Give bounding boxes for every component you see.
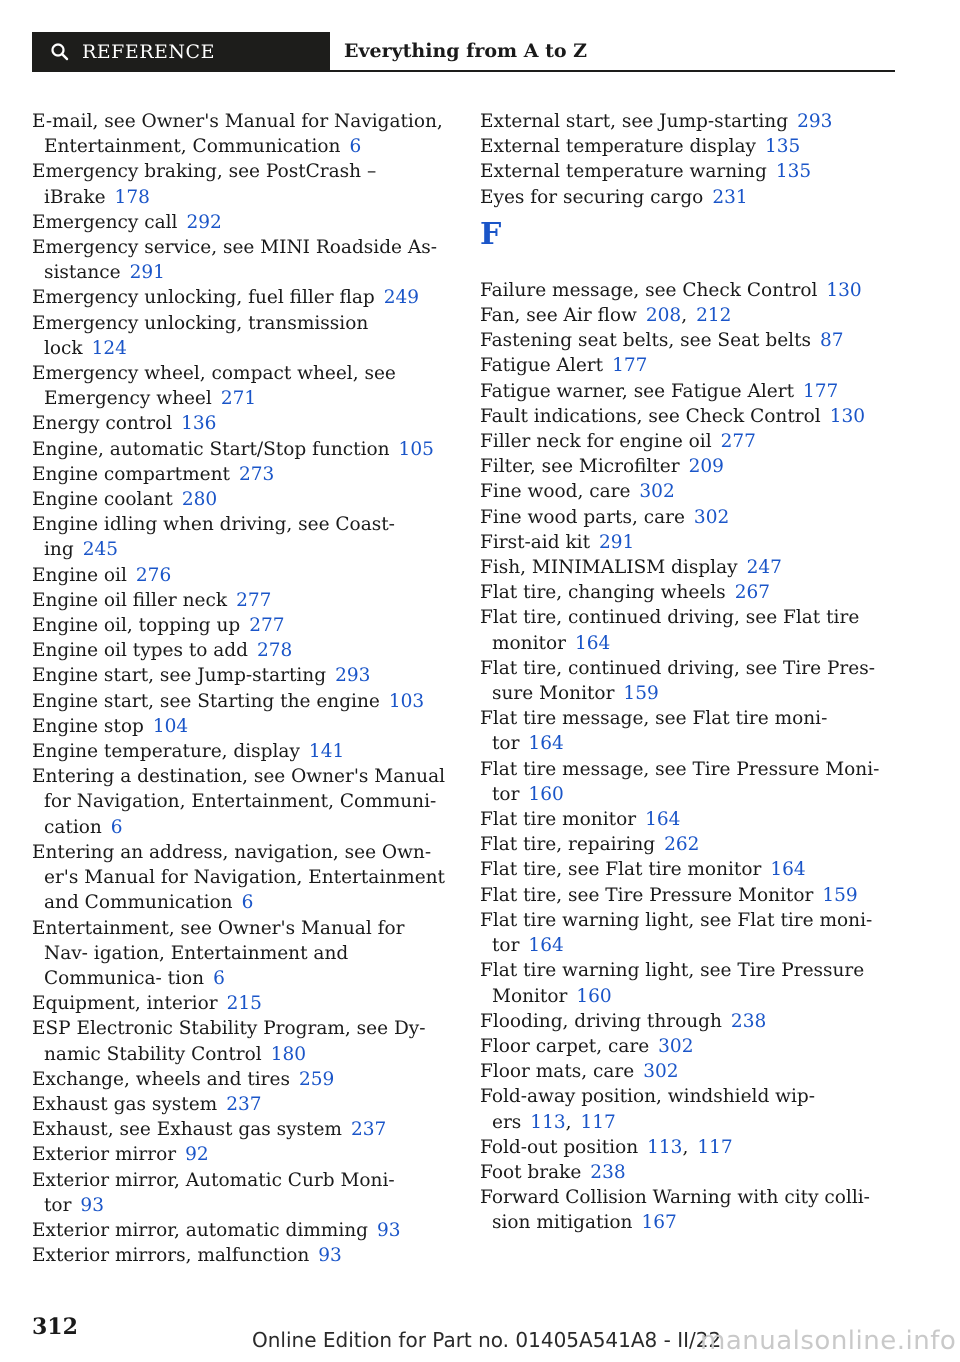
- page-link[interactable]: 167: [641, 1212, 677, 1234]
- index-entry-term: ESP Electronic Stability Program, see Dy- namic Stability Control: [32, 1018, 426, 1065]
- index-entry: [32, 689, 450, 714]
- index-entry: [32, 235, 450, 285]
- index-entry: [480, 404, 900, 429]
- index-entry: [32, 739, 450, 764]
- page-link[interactable]: 105: [398, 438, 434, 460]
- index-entry-term: Fastening seat belts, see Seat belts: [480, 330, 812, 352]
- index-entry: [480, 109, 900, 134]
- section-label: REFERENCE: [82, 41, 215, 63]
- index-entry: [32, 663, 450, 688]
- page-link[interactable]: 293: [335, 665, 371, 687]
- page-separator: ,: [565, 1111, 572, 1133]
- page-link[interactable]: 277: [249, 615, 285, 637]
- page-link[interactable]: 245: [82, 539, 118, 561]
- page-link[interactable]: 124: [91, 337, 127, 359]
- index-entry: [480, 1135, 900, 1160]
- index-entry-term: Emergency service, see MINI Roadside As- sistance: [32, 237, 437, 284]
- page-link[interactable]: 87: [820, 330, 844, 352]
- index-entry-term: Fault indications, see Check Control: [480, 405, 821, 427]
- page-link[interactable]: 231: [712, 186, 748, 208]
- index-entry: [480, 159, 900, 184]
- index-entry-term: Fold-out position: [480, 1136, 639, 1158]
- index-entry-term: E-mail, see Owner's Manual for Navigation, Entertainment, Communication: [32, 111, 443, 158]
- index-entry: [480, 530, 900, 555]
- index-entry-term: Engine oil filler neck: [32, 589, 228, 611]
- page-link[interactable]: 6: [213, 967, 225, 989]
- index-entry-term: Fan, see Air flow: [480, 305, 637, 327]
- index-entry: [32, 1067, 450, 1092]
- page-link[interactable]: 92: [185, 1144, 209, 1166]
- index-entry: [32, 1092, 450, 1117]
- index-entry: [480, 454, 900, 479]
- index-entry: [32, 1142, 450, 1167]
- page-link[interactable]: 280: [181, 489, 218, 511]
- index-entry: [480, 857, 900, 882]
- index-entry: [480, 555, 900, 580]
- index-entry-term: Fish, MINIMALISM display: [480, 557, 738, 579]
- index-entry-term: Engine, automatic Start/Stop function: [32, 438, 390, 460]
- index-entry: [32, 840, 450, 916]
- index-entry-term: Emergency unlocking, fuel filler flap: [32, 287, 375, 309]
- index-entry-term: Flat tire message, see Tire Pressure Moni- tor: [480, 758, 880, 805]
- index-entry: [32, 1218, 450, 1243]
- page-link[interactable]: 302: [639, 481, 675, 503]
- reference-tab: [32, 32, 330, 72]
- watermark: manualsonline.info: [700, 1326, 957, 1356]
- index-entry-term: Fine wood parts, care: [480, 506, 685, 528]
- section-letter: F: [480, 216, 502, 252]
- page-link[interactable]: 302: [643, 1061, 679, 1083]
- page-number: 312: [32, 1314, 78, 1340]
- index-entry: [480, 757, 900, 807]
- index-entry-term: Engine oil, topping up: [32, 615, 241, 637]
- page-link[interactable]: 117: [697, 1136, 733, 1158]
- index-entry: [480, 1084, 900, 1134]
- index-entry-term: Emergency wheel, compact wheel, see Emergency wheel: [32, 363, 396, 410]
- index-entry-term: Flat tire, repairing: [480, 834, 656, 856]
- index-entry: [480, 134, 900, 159]
- index-entry-term: Energy control: [32, 413, 173, 435]
- index-entry-term: Flat tire, changing wheels: [480, 582, 726, 604]
- index-entry-term: Exterior mirror, Automatic Curb Moni- tor: [32, 1169, 395, 1216]
- page-header: [32, 32, 895, 72]
- index-entry: [480, 1034, 900, 1059]
- index-entry-term: Flat tire warning light, see Tire Pressure Monitor: [480, 960, 865, 1007]
- index-entry-term: Floor mats, care: [480, 1061, 635, 1083]
- index-entry-term: Engine oil: [32, 564, 127, 586]
- index-entry: [32, 638, 450, 663]
- page-link[interactable]: 208: [645, 305, 682, 327]
- index-entry: [32, 714, 450, 739]
- index-entry: [32, 462, 450, 487]
- page-link[interactable]: 292: [186, 211, 222, 233]
- page-link[interactable]: 136: [181, 413, 217, 435]
- index-column-right: [480, 109, 900, 1236]
- index-entry-term: Engine temperature, display: [32, 741, 300, 763]
- index-entry: [32, 613, 450, 638]
- page-link[interactable]: 277: [236, 589, 272, 611]
- page-link[interactable]: 93: [318, 1245, 342, 1267]
- index-entry: [480, 807, 900, 832]
- index-entry: [480, 505, 900, 530]
- page-link[interactable]: 267: [734, 582, 770, 604]
- page-link[interactable]: 159: [822, 884, 858, 906]
- index-entry: [480, 958, 900, 1008]
- index-entry: [32, 1168, 450, 1218]
- index-entry: [480, 1059, 900, 1084]
- index-entry-term: Entertainment, see Owner's Manual for Nav- igation, Entertainment and Communica- tion: [32, 917, 405, 989]
- index-entry-term: Exterior mirror: [32, 1144, 177, 1166]
- index-entry-term: Engine stop: [32, 715, 144, 737]
- index-entry: [480, 1009, 900, 1034]
- index-entry: [480, 328, 900, 353]
- index-entry-term: Foot brake: [480, 1161, 582, 1183]
- index-entry: [32, 764, 450, 840]
- index-entry: [480, 580, 900, 605]
- index-entry: [32, 512, 450, 562]
- index-entry-term: Entering an address, navigation, see Own- er's Manual for Navigation, Entertainment and Communication: [32, 841, 445, 914]
- page-link[interactable]: 262: [664, 834, 700, 856]
- index-entry: [32, 361, 450, 411]
- index-entry-term: Flat tire, continued driving, see Flat tire monitor: [480, 607, 860, 654]
- page-link[interactable]: 278: [257, 640, 293, 662]
- page-link[interactable]: 93: [377, 1219, 401, 1241]
- index-entry-term: Fatigue Alert: [480, 355, 604, 377]
- page-link[interactable]: 135: [775, 161, 812, 183]
- page-link[interactable]: 117: [580, 1111, 616, 1133]
- index-entry-term: First-aid kit: [480, 531, 591, 553]
- page-separator: ,: [682, 1136, 689, 1158]
- page-separator: ,: [681, 305, 688, 327]
- index-entry-term: Filler neck for engine oil: [480, 431, 712, 453]
- index-entry: [480, 605, 900, 655]
- index-entry-term: Flat tire message, see Flat tire moni- tor: [480, 708, 828, 755]
- page-link[interactable]: 103: [388, 690, 425, 712]
- index-entry-term: Engine start, see Jump-starting: [32, 665, 327, 687]
- header-rule: [330, 70, 895, 72]
- page-title: Everything from A to Z: [344, 40, 588, 62]
- index-entry: [480, 832, 900, 857]
- index-entry-term: Emergency unlocking, transmission lock: [32, 312, 369, 359]
- index-entry-term: Flat tire monitor: [480, 809, 637, 831]
- index-entry-term: Flat tire, see Flat tire monitor: [480, 859, 762, 881]
- index-entry: [32, 1016, 450, 1066]
- page-link[interactable]: 130: [826, 279, 862, 301]
- index-entry: [32, 109, 450, 159]
- page-link[interactable]: 164: [770, 859, 806, 881]
- page-link[interactable]: 249: [383, 287, 420, 309]
- page-link[interactable]: 291: [599, 531, 635, 553]
- index-entry-term: Equipment, interior: [32, 993, 218, 1015]
- footer-edition: Online Edition for Part no. 01405A541A8 - II/22: [252, 1328, 722, 1352]
- page-link[interactable]: 180: [270, 1043, 306, 1065]
- page-link[interactable]: 277: [720, 431, 756, 453]
- index-entry-term: Exterior mirror, automatic dimming: [32, 1219, 368, 1241]
- page-link[interactable]: 160: [576, 985, 612, 1007]
- index-entry-term: Fine wood, care: [480, 481, 631, 503]
- index-entry: [480, 706, 900, 756]
- page-link[interactable]: 130: [829, 405, 865, 427]
- index-entry-term: Entering a destination, see Owner's Manual for Navigation, Entertainment, Communi- cation: [32, 766, 446, 838]
- index-entry: [32, 991, 450, 1016]
- page-link[interactable]: 113: [530, 1111, 566, 1133]
- index-entry-term: External start, see Jump-starting: [480, 111, 789, 132]
- index-entry: [32, 588, 450, 613]
- page-link[interactable]: 104: [152, 715, 189, 737]
- index-entry: [32, 1117, 450, 1142]
- page-link[interactable]: 238: [730, 1010, 767, 1032]
- index-entry-term: Engine start, see Starting the engine: [32, 690, 380, 712]
- index-entry: [480, 278, 900, 303]
- index-entry-term: Exhaust, see Exhaust gas system: [32, 1119, 342, 1141]
- index-entry: [32, 437, 450, 462]
- index-entry: [480, 379, 900, 404]
- index-entry: [480, 429, 900, 454]
- index-entry: [480, 908, 900, 958]
- page-link[interactable]: 247: [746, 557, 782, 579]
- page-link[interactable]: 237: [226, 1093, 262, 1115]
- page-link[interactable]: 164: [528, 733, 564, 755]
- index-entry-term: Floor carpet, care: [480, 1035, 650, 1057]
- index-entry: [32, 311, 450, 361]
- index-entry: [32, 1243, 450, 1268]
- page-link[interactable]: 177: [803, 380, 839, 402]
- index-group-e-continued: [480, 109, 900, 210]
- page-link[interactable]: 164: [528, 935, 564, 957]
- index-entry-term: Filter, see Microfilter: [480, 456, 680, 478]
- index-entry-term: Flat tire warning light, see Flat tire moni- tor: [480, 909, 873, 957]
- page-link[interactable]: 302: [693, 506, 730, 528]
- page-link[interactable]: 113: [647, 1136, 683, 1158]
- index-entry-term: Flooding, driving through: [480, 1010, 722, 1032]
- index-entry: [480, 185, 900, 210]
- page-link[interactable]: 164: [645, 809, 681, 831]
- search-icon: [50, 42, 70, 62]
- page-link[interactable]: 273: [238, 463, 275, 485]
- index-entry: [32, 411, 450, 436]
- index-entry-term: Engine compartment: [32, 463, 230, 485]
- index-entry-term: Eyes for securing cargo: [480, 186, 704, 208]
- page-link[interactable]: 293: [797, 111, 833, 132]
- index-entry-term: Exterior mirrors, malfunction: [32, 1245, 310, 1267]
- page-link[interactable]: 215: [226, 993, 262, 1015]
- page-link[interactable]: 6: [349, 136, 362, 158]
- index-column-left: [32, 109, 450, 1268]
- index-entry: [480, 303, 900, 328]
- index-entry: [480, 1185, 900, 1235]
- page-link[interactable]: 160: [528, 783, 564, 805]
- page-link[interactable]: 178: [114, 186, 150, 208]
- page-link[interactable]: 212: [696, 305, 732, 327]
- index-entry: [32, 563, 450, 588]
- index-entry-term: External temperature warning: [480, 161, 767, 183]
- page-link[interactable]: 93: [80, 1194, 104, 1216]
- page-link[interactable]: 164: [574, 632, 611, 654]
- page-link[interactable]: 259: [298, 1068, 335, 1090]
- index-entry-term: Failure message, see Check Control: [480, 279, 818, 301]
- index-entry-term: Engine idling when driving, see Coast- ing: [32, 514, 395, 561]
- index-entry: [480, 656, 900, 706]
- index-entry-term: Fatigue warner, see Fatigue Alert: [480, 380, 795, 402]
- index-entry: [480, 883, 900, 908]
- index-entry-term: External temperature display: [480, 136, 757, 158]
- index-entry: [480, 353, 900, 378]
- page-link[interactable]: 276: [135, 564, 172, 586]
- index-entry-term: Fold-away position, windshield wip- ers: [480, 1086, 816, 1133]
- page-link[interactable]: 159: [623, 683, 659, 705]
- index-entry-term: Emergency call: [32, 211, 178, 233]
- page-link[interactable]: 302: [658, 1035, 694, 1057]
- page-link[interactable]: 209: [688, 456, 724, 478]
- index-entry: [32, 210, 450, 235]
- page-link[interactable]: 238: [590, 1161, 626, 1183]
- page-link[interactable]: 177: [612, 355, 648, 377]
- index-entry-term: Flat tire, see Tire Pressure Monitor: [480, 884, 814, 906]
- index-entry-term: Forward Collision Warning with city colli- sion mitigation: [480, 1187, 870, 1234]
- index-entry-term: Engine coolant: [32, 489, 173, 511]
- index-entry: [32, 285, 450, 310]
- page-link[interactable]: 237: [350, 1119, 387, 1141]
- index-group-f: [480, 278, 900, 1236]
- index-entry: [480, 1160, 900, 1185]
- page-link[interactable]: 6: [241, 892, 254, 914]
- page-link[interactable]: 291: [129, 262, 165, 284]
- page-link[interactable]: 135: [765, 136, 801, 158]
- page-link[interactable]: 6: [110, 816, 123, 838]
- index-entry: [32, 159, 450, 209]
- page-link[interactable]: 141: [308, 741, 345, 763]
- index-entry: [480, 479, 900, 504]
- index-entry-term: Emergency braking, see PostCrash – iBrake: [32, 161, 377, 208]
- index-entry-term: Flat tire, continued driving, see Tire Pres- sure Monitor: [480, 657, 875, 705]
- index-entry-term: Exchange, wheels and tires: [32, 1068, 290, 1090]
- index-entry: [32, 916, 450, 992]
- index-entry-term: Exhaust gas system: [32, 1093, 218, 1115]
- index-entry-term: Engine oil types to add: [32, 640, 248, 662]
- index-entry: [32, 487, 450, 512]
- page-link[interactable]: 271: [220, 388, 257, 410]
